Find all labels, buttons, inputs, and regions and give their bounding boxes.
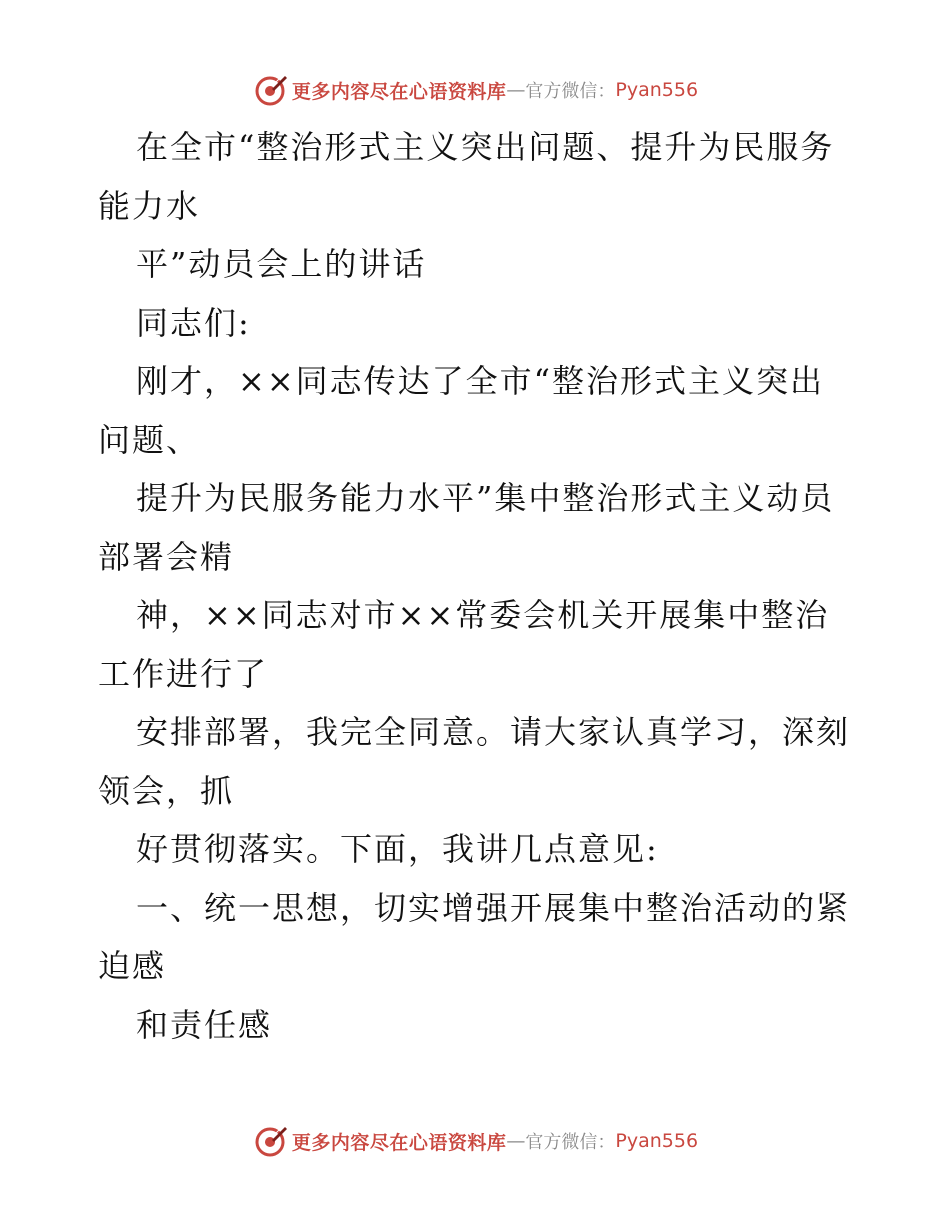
title-line-1: 在全市“整治形式主义突出问题、提升为民服务 xyxy=(136,128,835,166)
banner-wechat-label: 官方微信： xyxy=(525,81,616,102)
banner-separator: — xyxy=(506,1130,526,1152)
paragraph-line: 好贯彻落实。下面，我讲几点意见: xyxy=(136,830,659,868)
banner-wechat-id: Pyan556 xyxy=(615,79,699,101)
section-heading-line: 迫感 xyxy=(98,947,167,985)
banner-text: 更多内容尽在心语资料库 xyxy=(291,80,507,103)
paragraph-line: 神，××同志对市××常委会机关开展集中整治 xyxy=(136,596,830,634)
paragraph-line: 安排部署，我完全同意。请大家认真学习，深刻 xyxy=(136,713,851,751)
title-line-2: 能力水 xyxy=(98,186,201,225)
paragraph-line: 领会，抓 xyxy=(98,771,235,810)
document-body xyxy=(98,118,858,1054)
quill-pen-logo-icon xyxy=(252,1123,288,1159)
section-heading-line: 和责任感 xyxy=(136,1005,273,1044)
banner-wechat-id: Pyan556 xyxy=(615,1130,699,1152)
paragraph-line: 提升为民服务能力水平”集中整治形式主义动员 xyxy=(136,479,835,517)
salutation: 同志们: xyxy=(136,303,251,342)
paragraph-line: 部署会精 xyxy=(98,537,235,576)
paragraph-line: 刚才，××同志传达了全市“整治形式主义突出 xyxy=(136,362,824,400)
banner-separator: — xyxy=(506,79,526,101)
header-banner xyxy=(0,70,950,110)
paragraph-line: 问题、 xyxy=(98,420,201,459)
title-line-3: 平”动员会上的讲话 xyxy=(136,245,427,283)
banner-wechat-label: 官方微信： xyxy=(525,1132,616,1153)
banner-text: 更多内容尽在心语资料库 xyxy=(291,1131,507,1154)
paragraph-line: 工作进行了 xyxy=(98,654,269,693)
footer-banner xyxy=(0,1121,950,1161)
quill-pen-logo-icon xyxy=(252,72,288,108)
section-heading-line: 一、统一思想，切实增强开展集中整治活动的紧 xyxy=(136,888,851,927)
